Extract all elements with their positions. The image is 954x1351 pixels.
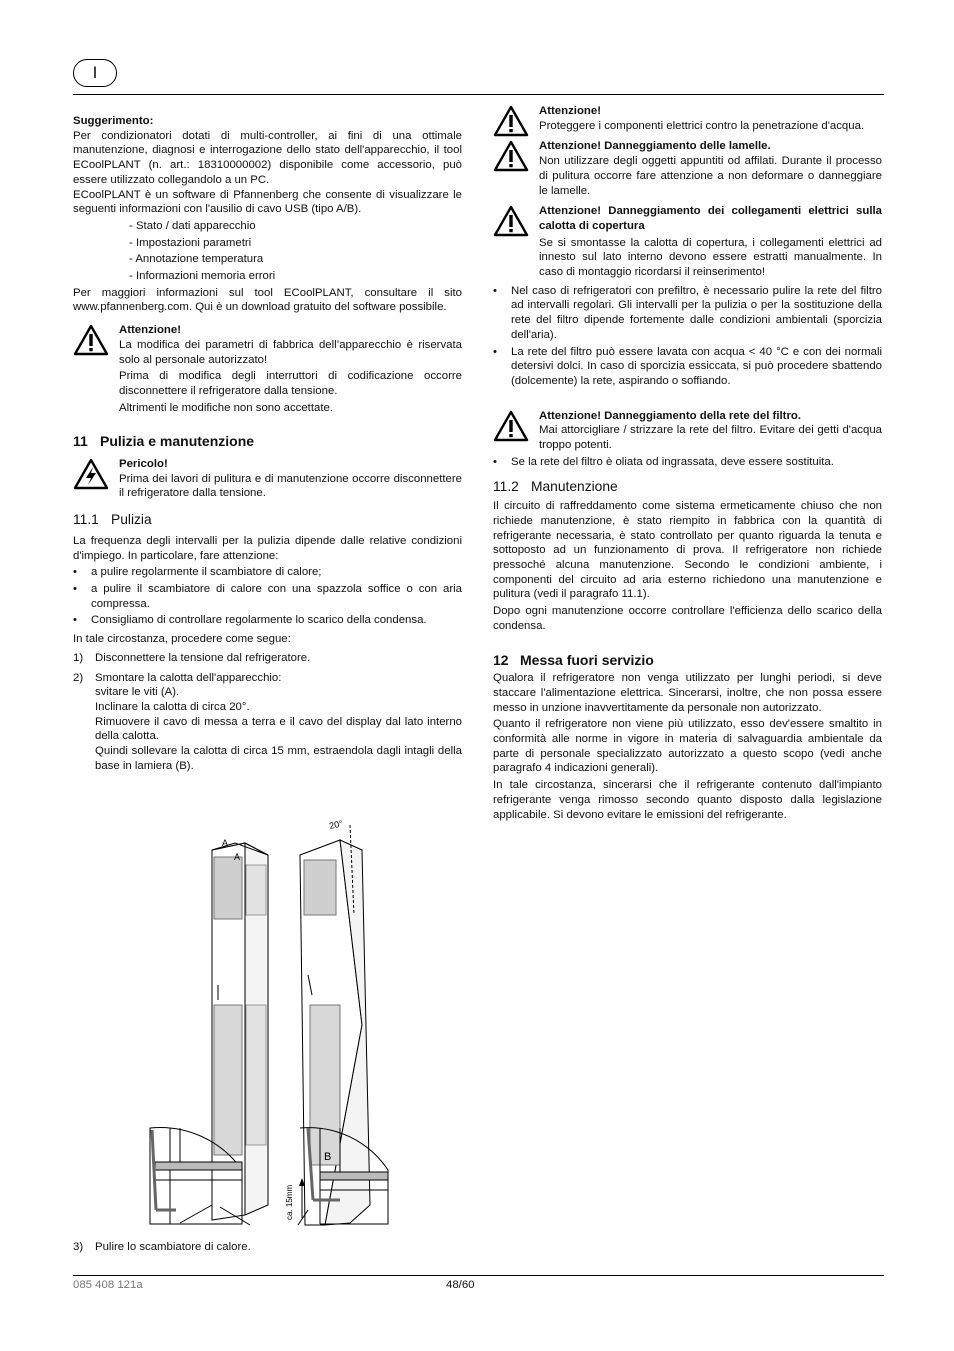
warning-triangle-icon <box>73 324 109 356</box>
section-title: Pulizia e manutenzione <box>100 433 255 450</box>
warning-title: Attenzione! Danneggiamento dei collegamenti elettrici sulla calotta di copertura <box>539 205 882 232</box>
warning-text: Altrimenti le modifiche non sono accettate. <box>119 401 334 414</box>
warning-triangle-icon <box>493 410 529 442</box>
label-a: A <box>234 852 241 862</box>
section-number: 11.2 <box>493 479 519 495</box>
danger-title: Pericolo! <box>119 458 168 471</box>
step-3 <box>73 1240 462 1255</box>
label-b: B <box>324 1151 332 1163</box>
language-badge: I <box>73 59 117 87</box>
tip-paragraph: Per maggiori informazioni sul tool ECoolPLANT, consultare il sito www.pfannenberg.com. Qui è un download gratuito del software possibile. <box>73 286 462 314</box>
warning-title: Attenzione! <box>539 105 602 117</box>
high-voltage-icon <box>73 458 109 490</box>
tip-paragraph: Per condizionatori dotati di multi-controller, ai fini di una ottimale manutenzione, diagnosi e interrogazione dello stato dell'apparecchio, il tool ECoolPLANT (n. art.: 18310000002) disponibile come accessorio, può essere utilizzato collegandolo a un PC. <box>73 129 462 186</box>
section-11-heading <box>73 434 462 449</box>
list-item: • a pulire regolarmente il scambiatore di calore; <box>73 566 322 579</box>
label-a: A <box>222 838 229 848</box>
warning-block <box>493 409 882 453</box>
section-11-2-heading <box>493 480 882 495</box>
section-11-1-heading <box>73 513 462 528</box>
warning-title: Attenzione! Danneggiamento delle lamelle. <box>539 140 771 153</box>
paragraph: Qualora il refrigeratore non venga utilizzato per lunghi periodi, si deve staccare l'alimentazione elettrica. Sincerarsi, inoltre, che non possa essere messo in unzione inavvertitamente da personale non autorizzato. <box>493 672 882 714</box>
danger-block <box>73 457 462 501</box>
warning-title: Attenzione! <box>119 324 182 337</box>
warning-text: La modifica dei parametri di fabbrica dell’apparecchio è riservata solo al personale autorizzato! <box>119 338 462 366</box>
warning-text: Se si smontasse la calotta di copertura, i collegamenti elettrici ad innesto sul lato interno devono essere estratti manualmente. In caso di montaggio ricordarsi il reinserimento! <box>539 236 882 279</box>
tip-list-item: - Informazioni memoria errori <box>129 270 276 283</box>
tip-list-item: - Stato / dati apparecchio <box>129 219 256 232</box>
danger-text: Prima dei lavori di pulitura e di manutenzione occorre disconnettere il refrigeratore dalla tensione. <box>119 472 462 500</box>
detail-inset-right <box>280 1120 395 1230</box>
detail-inset-left <box>140 1120 250 1230</box>
angle-label: 20° <box>328 818 344 831</box>
paragraph: Quanto il refrigeratore non viene più utilizzato, esso dev'essere smaltito in conformità alle norme in vigore in materia di salvaguardia ambientale da parte di personale specializzato autorizzato a questo scopo (vedi anche paragrafo 4 indicazioni generali). <box>493 718 882 775</box>
paragraph: In tale circostanza, procedere come segue: <box>73 633 291 646</box>
list-item: • a pulire il scambiatore di calore con una spazzola soffice o con aria compressa. <box>73 582 462 610</box>
tip-list-item: - Annotazione temperatura <box>129 253 264 266</box>
header-rule <box>73 94 884 95</box>
warning-title: Attenzione! Danneggiamento della rete del filtro. <box>539 409 802 422</box>
right-column <box>493 104 882 822</box>
warning-block <box>73 323 462 415</box>
page-number: 48/60 <box>446 1279 475 1291</box>
paragraph: Dopo ogni manutenzione occorre controllare l'efficienza dello scarico della condensa. <box>493 605 882 632</box>
step-item: 3) Pulire lo scambiatore di calore. <box>73 1241 251 1253</box>
left-column <box>73 114 462 773</box>
warning-triangle-icon <box>493 140 529 172</box>
paragraph: Il circuito di raffreddamento come sistema ermeticamente chiuso che non richiede manutenzione, è stato riempito in fabbrica con la quantità di refrigerante necessaria, è stato controllato per quanto riguarda la tenuta e sottoposto ad un funzionamento di prova. Il refrigeratore non richiede pressoché alcuna manutenzione. Secondo le condizioni ambiente, i componenti del circuito ad aria esterno richiedono una manutenzione e pulitura (vedi il paragrafo 11.1). <box>493 500 882 601</box>
tip-title: Suggerimento: <box>73 115 154 127</box>
warning-text: Prima di modifica degli interruttori di codificazione occorre disconnettere il refrigeratore dalla tensione. <box>119 370 462 397</box>
step-item: 2) Smontare la calotta dell'apparecchio: svitare le viti (A). Inclinare la calotta di circa 20°. Rimuovere il cavo di messa a terra e il cavo del display dal lato interno della calotta. Quindi sollevare la calotta di circa 15 mm, estraendola dagli intagli della base in lamiera (B). <box>73 671 462 772</box>
section-number: 11.1 <box>73 512 99 528</box>
list-item: • Nel caso di refrigeratori con prefiltro, è necessario pulire la rete del filtro ad intervalli regolari. Gli intervalli per la pulizia o per la sostituzione della rete del filtro dipende fortemente dalle condizioni ambientali (sporcizia dell'aria). <box>493 284 882 341</box>
list-item: • Se la rete del filtro è oliata od ingrassata, deve essere sostituita. <box>493 455 834 468</box>
section-title: Manutenzione <box>531 479 618 495</box>
paragraph: In tale circostanza, sincerarsi che il refrigerante contenuto dall'impianto refrigerante venga rimosso secondo quanto disposto dalla legislazione applicabile. Si devono evitare le emissioni del refrigerante. <box>493 779 882 821</box>
warning-triangle-icon <box>493 105 529 137</box>
warning-block <box>493 204 882 280</box>
paragraph: La frequenza degli intervalli per la pulizia dipende dalle relative condizioni d'impiego. In particolare, fare attenzione: <box>73 534 462 562</box>
warning-text: Non utilizzare degli oggetti appuntiti od affilati. Durante il processo di pulitura occorre fare attenzione a non deformare o danneggiare le lamelle. <box>539 155 882 197</box>
section-number: 11 <box>73 433 88 450</box>
offset-label: ca. 15mm <box>285 1184 294 1220</box>
tip-list-item: - Impostazioni parametri <box>129 236 252 249</box>
warning-block <box>493 104 882 133</box>
warning-text: Mai attorcigliare / strizzare la rete del filtro. Evitare dei getti d'acqua troppo potenti. <box>539 424 882 452</box>
list-item: • La rete del filtro può essere lavata con acqua < 40 °C e con dei normali detersivi dolci. In caso di sporcizia essiccata, si può procedere sbattendo (dolcemente) la rete, aspirando o soffiando. <box>493 345 882 387</box>
document-number: 085 408 121a <box>73 1279 143 1291</box>
warning-block <box>493 139 882 198</box>
step-item: 1) Disconnettere la tensione dal refrigeratore. <box>73 651 311 664</box>
warning-text: Proteggere i componenti elettrici contro la penetrazione d'acqua. <box>539 119 865 132</box>
warning-triangle-icon <box>493 205 529 237</box>
section-title: Messa fuori servizio <box>520 651 654 668</box>
tip-paragraph: ECoolPLANT è un software di Pfannenberg che consente di visualizzare le seguenti informazioni con l'ausilio di cavo USB (tipo A/B). <box>73 188 462 216</box>
section-number: 12 <box>493 651 509 668</box>
list-item: • Consigliamo di controllare regolarmente lo scarico della condensa. <box>73 614 427 627</box>
section-title: Pulizia <box>111 512 152 528</box>
footer-rule <box>73 1275 884 1276</box>
section-12-heading <box>493 653 882 668</box>
